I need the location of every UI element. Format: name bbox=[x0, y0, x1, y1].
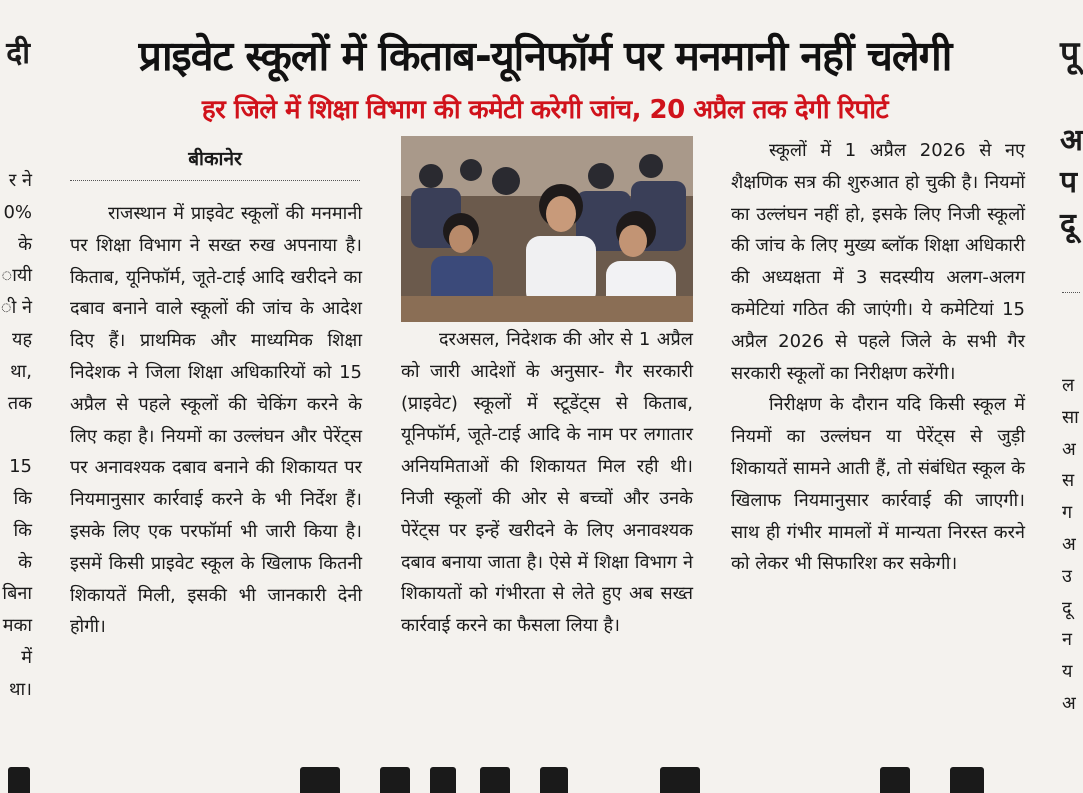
fragment-line: अ bbox=[1062, 692, 1076, 714]
article-paragraph: दरअसल, निदेशक की ओर से 1 अप्रैल को जारी आदेशों के अनुसार- गैर सरकारी (प्राइवेट) स्कूलों में स्टूडेंट्स से किताब, यूनिफॉर्म, जूते-टाई आदि के नाम पर लगातार अनियमिताओं की शिकायत मिल रही थी। निजी स्कूलों की ओर से बच्चों और उनके पेरेंट्स पर इन्हें खरीदने के लिए अनावश्यक दबाव बनाया जाता है। ऐसे में शिक्षा विभाग ने शिकायतों को गंभीरता से लेते हुए अब सख्त कार्रवाई करने का फैसला लिया है। bbox=[401, 329, 693, 637]
subheadline: हर जिले में शिक्षा विभाग की कमेटी करेगी जांच, 20 अप्रैल तक देगी रिपोर्ट bbox=[201, 95, 889, 125]
adjacent-article-fragment-right-title: पू bbox=[1060, 34, 1080, 74]
students-illustration bbox=[401, 136, 693, 322]
article-paragraph: निरीक्षण के दौरान यदि किसी स्कूल में नियमों का उल्लंघन या पेरेंट्स से जुड़ी शिकायतें सामने आती हैं, तो संबंधित स्कूल के खिलाफ नियमानुसार कार्रवाई की जाएगी। साथ ही गंभीर मामलों में मान्यता निरस्त करने को लेकर भी सिफारिश कर सकेगी। bbox=[731, 394, 1025, 575]
dateline: बीकानेर bbox=[70, 146, 360, 181]
article-column-2 bbox=[401, 324, 693, 744]
adjacent-article-fragment-right bbox=[1062, 370, 1080, 770]
fragment-line: ल bbox=[1062, 375, 1075, 396]
article-paragraph: राजस्थान में प्राइवेट स्कूलों की मनमानी पर शिक्षा विभाग ने सख्त रुख अपनाया है। किताब, यूनिफॉर्म, जूते-टाई आदि खरीदने का दबाव बनाने वाले स्कूलों की जांच के आदेश दिए हैं। प्राथमिक और माध्यमिक शिक्षा निदेशक ने जिला शिक्षा अधिकारियों को 15 अप्रैल से पहले स्कूलों की चेकिंग करने के लिए कहा है। नियमों का उल्लंघन और पेरेंट्स पर अनावश्यक दबाव बनाने की शिकायत पर नियमानुसार कार्रवाई करने के भी निर्देश हैं। इसके लिए एक परफॉर्मा भी जारी किया है। इसमें किसी प्राइवेट स्कूल के खिलाफ कितनी शिकायतें मिली, इसकी भी जानकारी देनी होगी। bbox=[70, 203, 362, 638]
fragment-line: न bbox=[1062, 629, 1072, 651]
fragment-line: था, bbox=[10, 360, 32, 382]
fragment-line: र ने bbox=[8, 170, 32, 191]
fragment-line: अ bbox=[1062, 438, 1076, 460]
article-column-1 bbox=[70, 198, 362, 748]
fragment-line: के bbox=[18, 551, 32, 573]
fragment-line: ायी bbox=[1, 265, 32, 287]
fragment-line: तक bbox=[7, 392, 32, 414]
fragment-line bbox=[0, 419, 32, 451]
fragment-line: ी ने bbox=[0, 297, 32, 319]
fragment-line: सा bbox=[1062, 406, 1079, 428]
classroom-photo bbox=[401, 136, 693, 322]
fragment-line: बिना bbox=[2, 583, 32, 605]
fragment-line: मका bbox=[2, 615, 32, 637]
adjacent-article-fragment-left-title: दी bbox=[6, 36, 30, 71]
fragment-line: में bbox=[21, 646, 32, 668]
fragment-line: अ bbox=[1060, 123, 1083, 158]
fragment-line: यह bbox=[12, 328, 32, 350]
adjacent-article-fragment-left bbox=[0, 165, 32, 765]
fragment-line: ग bbox=[1062, 502, 1073, 524]
divider-rule bbox=[1062, 292, 1080, 293]
fragment-line: के bbox=[18, 233, 32, 255]
fragment-line: कि bbox=[13, 519, 32, 541]
article-paragraph: स्कूलों में 1 अप्रैल 2026 से नए शैक्षणिक सत्र की शुरुआत हो चुकी है। नियमों का उल्लंघन नहीं हो, इसके लिए निजी स्कूलों की जांच के लिए मुख्य ब्लॉक शिक्षा अधिकारी की अध्यक्षता में 3 सदस्यीय अलग-अलग कमेटियां गठित की जाएंगी। ये कमेटियां 15 अप्रैल 2026 से पहले जिले के सभी गैर सरकारी स्कूलों का निरीक्षण करेंगी। bbox=[731, 140, 1025, 384]
fragment-line: कि bbox=[13, 487, 32, 509]
fragment-line: दू bbox=[1060, 207, 1076, 242]
headline: प्राइवेट स्कूलों में किताब-यूनिफॉर्म पर मनमानी नहीं चलेगी bbox=[138, 32, 952, 80]
fragment-line: 15 bbox=[9, 456, 32, 478]
fragment-line: 0% bbox=[3, 201, 32, 223]
fragment-line: दू bbox=[1062, 597, 1072, 619]
fragment-line: प bbox=[1060, 165, 1078, 200]
next-headline-fragment bbox=[0, 752, 1080, 779]
fragment-line: था। bbox=[9, 678, 32, 700]
fragment-line: स bbox=[1062, 470, 1075, 492]
fragment-line: य bbox=[1062, 661, 1073, 683]
adjacent-article-fragment-right-heading bbox=[1060, 120, 1083, 270]
fragment-line: अ bbox=[1062, 533, 1076, 555]
fragment-line: उ bbox=[1062, 565, 1072, 587]
article-column-3 bbox=[731, 135, 1025, 747]
